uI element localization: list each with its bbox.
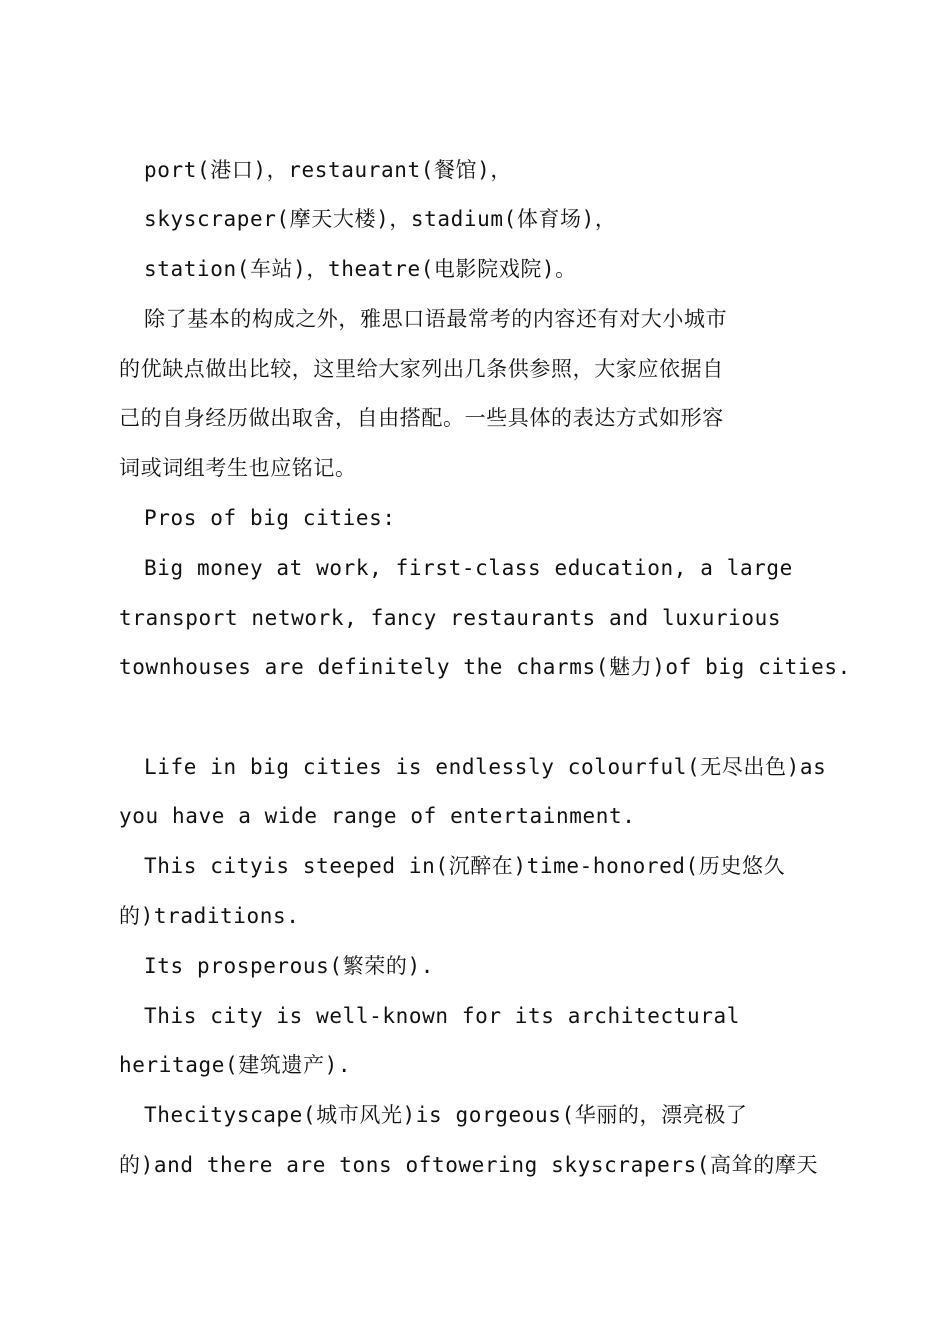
text-line: 己的自身经历做出取舍，自由搭配。一些具体的表达方式如形容 — [119, 406, 724, 430]
text-line: station(车站)，theatre(电影院戏院)。 — [144, 257, 577, 281]
text-line: transport network, fancy restaurants and luxurious — [119, 606, 782, 630]
text-line: This cityis steeped in(沉醉在)time-honored(历史悠久 — [144, 854, 786, 878]
text-line: Thecityscape(城市风光)is gorgeous(华丽的，漂亮极了 — [144, 1103, 748, 1127]
text-line: 的)traditions. — [119, 904, 300, 928]
text-line: you have a wide range of entertainment. — [119, 804, 636, 828]
text-line: townhouses are definitely the charms(魅力)of big cities. — [119, 655, 851, 679]
text-line: 除了基本的构成之外，雅思口语最常考的内容还有对大小城市 — [144, 307, 728, 331]
text-line: heritage(建筑遗产). — [119, 1053, 352, 1077]
text-line: skyscraper(摩天大楼)，stadium(体育场)， — [144, 207, 617, 231]
text-line: Big money at work, first-class education, a large — [144, 556, 793, 580]
text-line: Pros of big cities: — [144, 506, 396, 530]
text-line: 的优缺点做出比较，这里给大家列出几条供参照，大家应依据自 — [119, 357, 724, 381]
text-line: 的)and there are tons oftowering skyscrapers(高耸的摩天 — [119, 1153, 819, 1177]
text-line: 词或词组考生也应铭记。 — [119, 456, 357, 480]
text-line: port(港口)，restaurant(餐馆)， — [144, 158, 512, 182]
text-line: Life in big cities is endlessly colourful(无尽出色)as — [144, 755, 827, 779]
text-line: Its prosperous(繁荣的). — [144, 954, 434, 978]
text-line: This city is well-known for its architectural — [144, 1004, 740, 1028]
